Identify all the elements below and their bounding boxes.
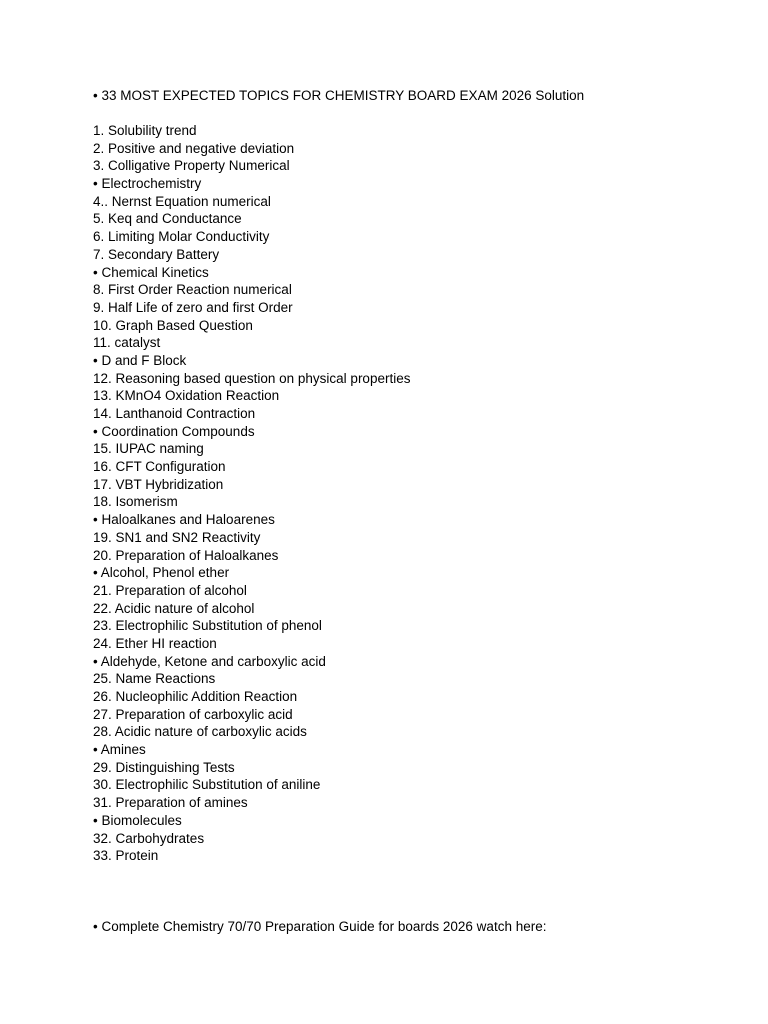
topic-item: 6. Limiting Molar Conductivity (93, 229, 270, 245)
section-heading: • Alcohol, Phenol ether (93, 565, 230, 581)
topic-item: 16. CFT Configuration (93, 459, 226, 475)
topic-item: 18. Isomerism (93, 494, 178, 510)
topic-item: 25. Name Reactions (93, 671, 216, 687)
section-heading: • Biomolecules (93, 812, 182, 828)
topic-item: 19. SN1 and SN2 Reactivity (93, 529, 261, 545)
topic-item: 4.. Nernst Equation numerical (93, 193, 271, 209)
topic-item: 13. KMnO4 Oxidation Reaction (93, 388, 280, 404)
document-title: • 33 MOST EXPECTED TOPICS FOR CHEMISTRY BOARD EXAM 2026 Solution (93, 88, 585, 103)
section-heading: • Aldehyde, Ketone and carboxylic acid (93, 653, 326, 669)
topic-item: 31. Preparation of amines (93, 795, 248, 811)
section-heading: • D and F Block (93, 352, 187, 368)
topic-item: 7. Secondary Battery (93, 246, 220, 262)
topic-item: 11. catalyst (93, 335, 161, 351)
section-heading: • Coordination Compounds (93, 423, 255, 439)
topic-list (93, 122, 410, 865)
topic-item: 14. Lanthanoid Contraction (93, 406, 256, 421)
topic-item: 17. VBT Hybridization (93, 476, 224, 492)
topic-item: 24. Ether HI reaction (93, 635, 217, 651)
section-heading: • Electrochemistry (93, 176, 202, 192)
topic-item: 22. Acidic nature of alcohol (93, 600, 255, 616)
topic-item: 15. IUPAC naming (93, 441, 204, 457)
topic-item: 10. Graph Based Question (93, 317, 253, 333)
topic-item: 3. Colligative Property Numerical (93, 158, 290, 174)
topic-item: 32. Carbohydrates (93, 830, 205, 846)
topic-item: 29. Distinguishing Tests (93, 759, 235, 775)
section-heading: • Haloalkanes and Haloarenes (93, 512, 275, 528)
topic-item: 26. Nucleophilic Addition Reaction (93, 689, 298, 704)
topic-item: 5. Keq and Conductance (93, 211, 242, 227)
topic-item: 21. Preparation of alcohol (93, 582, 247, 598)
topic-item: 1. Solubility trend (93, 123, 197, 138)
section-heading: • Amines (93, 742, 146, 758)
topic-item: 28. Acidic nature of carboxylic acids (93, 724, 307, 740)
topic-item: 27. Preparation of carboxylic acid (93, 706, 293, 722)
topic-item: 23. Electrophilic Substitution of phenol (93, 618, 322, 634)
section-heading: • Chemical Kinetics (93, 264, 209, 280)
topic-item: 12. Reasoning based question on physical properties (93, 370, 411, 386)
topic-item: 20. Preparation of Haloalkanes (93, 547, 279, 563)
topic-item: 8. First Order Reaction numerical (93, 282, 292, 298)
topic-item: 30. Electrophilic Substitution of aniline (93, 777, 321, 793)
topic-item: 9. Half Life of zero and first Order (93, 299, 293, 315)
preparation-guide-line: • Complete Chemistry 70/70 Preparation Guide for boards 2026 watch here: (93, 919, 547, 934)
topic-item: 2. Positive and negative deviation (93, 140, 295, 156)
topic-item: 33. Protein (93, 848, 159, 864)
